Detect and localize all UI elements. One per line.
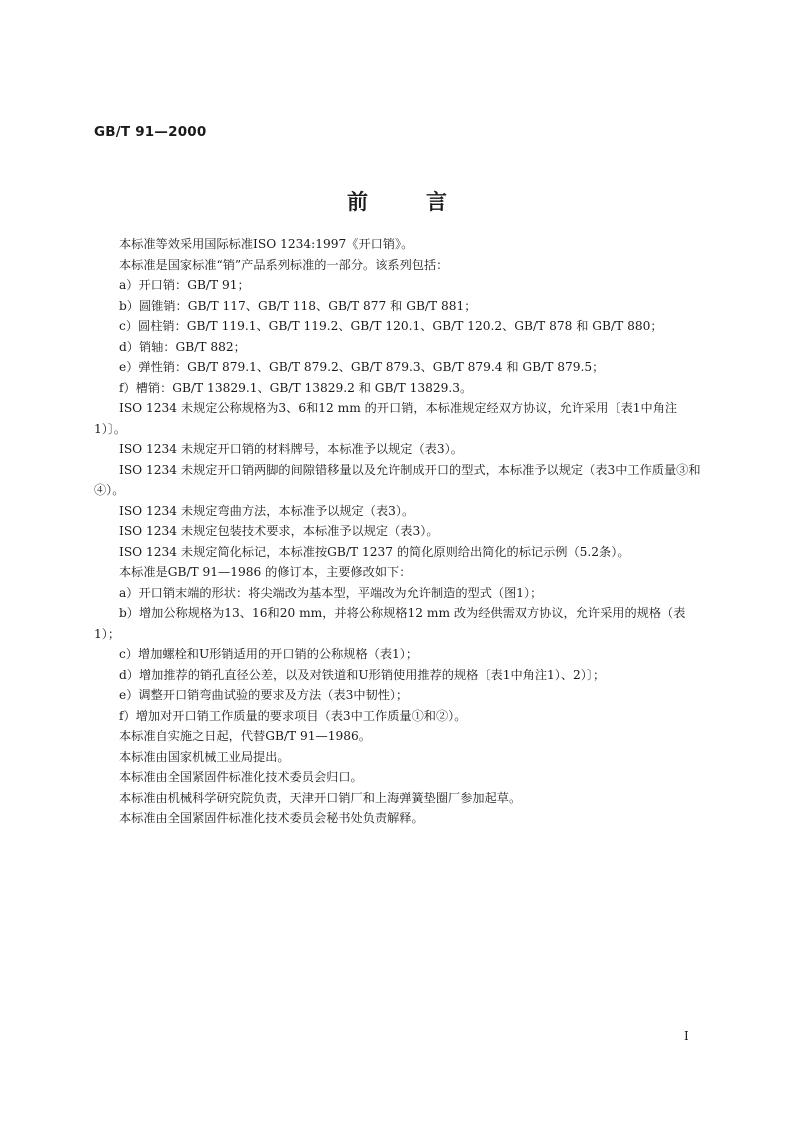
paragraph: ISO 1234 未规定简化标记，本标准按GB/T 1237 的简化原则给出简化的标记示例（5.2条）。 xyxy=(119,544,630,559)
paragraph: ISO 1234 未规定公称规格为3、6和12 mm 的开口销，本标准规定经双方协议，允许采用〔表1中角注1）〕。 xyxy=(94,401,678,436)
paragraph: 本标准自实施之日起，代替GB/T 91—1986。 xyxy=(119,729,371,743)
paragraph: ISO 1234 未规定开口销两脚的间隙错移量以及允许制成开口的型式，本标准予以规定（表3中工作质量③和④）。 xyxy=(94,462,701,497)
paragraph: 本标准由全国紧固件标准化技术委员会秘书处负责解释。 xyxy=(119,811,424,825)
list-item: d）增加推荐的销孔直径公差，以及对铁道和U形销使用推荐的规格〔表1中角注1）、2）〕； xyxy=(119,667,606,682)
paragraph: 本标准由机械科学研究院负责，天津开口销厂和上海弹簧垫圈厂参加起草。 xyxy=(119,790,522,805)
paragraph: 本标准是GB/T 91—1986 的修订本，主要修改如下： xyxy=(119,565,412,579)
paragraph: 本标准由国家机械工业局提出。 xyxy=(119,749,290,764)
standard-code: GB/T 91—2000 xyxy=(94,124,207,140)
list-item: c）圆柱销：GB/T 119.1、GB/T 119.2、GB/T 120.1、GB/T 120.2、GB/T 878 和 GB/T 880； xyxy=(119,319,663,333)
title-char-2: 言 xyxy=(426,190,447,214)
list-item: f）增加对开口销工作质量的要求项目（表3中工作质量①和②）。 xyxy=(119,708,467,723)
list-item: d）销轴：GB/T 882； xyxy=(119,339,246,354)
paragraph: 本标准等效采用国际标准ISO 1234:1997《开口销》。 xyxy=(119,237,414,251)
list-item: a）开口销：GB/T 91； xyxy=(119,278,250,292)
title-char-1: 前 xyxy=(347,190,368,214)
list-item: f）槽销：GB/T 13829.1、GB/T 13829.2 和 GB/T 13829.3。 xyxy=(119,380,473,395)
paragraph: 本标准由全国紧固件标准化技术委员会归口。 xyxy=(119,770,363,784)
page-title xyxy=(0,186,794,216)
list-item: e）调整开口销弯曲试验的要求及方法（表3中韧性）； xyxy=(119,688,409,702)
list-item: c）增加螺栓和U形销适用的开口销的公称规格（表1）； xyxy=(119,647,419,661)
paragraph: ISO 1234 未规定包装技术要求，本标准予以规定（表3）。 xyxy=(119,524,439,538)
paragraph: ISO 1234 未规定开口销的材料牌号，本标准予以规定（表3）。 xyxy=(119,442,463,456)
body-text xyxy=(94,234,708,829)
list-item: b）增加公称规格为13、16和20 mm，并将公称规格12 mm 改为经供需双方协议，允许采用的规格（表1）； xyxy=(94,606,686,641)
paragraph: 本标准是国家标准“销”产品系列标准的一部分。该系列包括： xyxy=(119,257,449,272)
paragraph: ISO 1234 未规定弯曲方法，本标准予以规定（表3）。 xyxy=(119,503,415,518)
list-item: e）弹性销：GB/T 879.1、GB/T 879.2、GB/T 879.3、GB/T 879.4 和 GB/T 879.5； xyxy=(119,360,605,374)
page-number: I xyxy=(684,1029,689,1043)
list-item: b）圆锥销：GB/T 117、GB/T 118、GB/T 877 和 GB/T 881； xyxy=(119,298,477,313)
list-item: a）开口销末端的形状：将尖端改为基本型，平端改为允许制造的型式（图1）； xyxy=(119,585,543,600)
